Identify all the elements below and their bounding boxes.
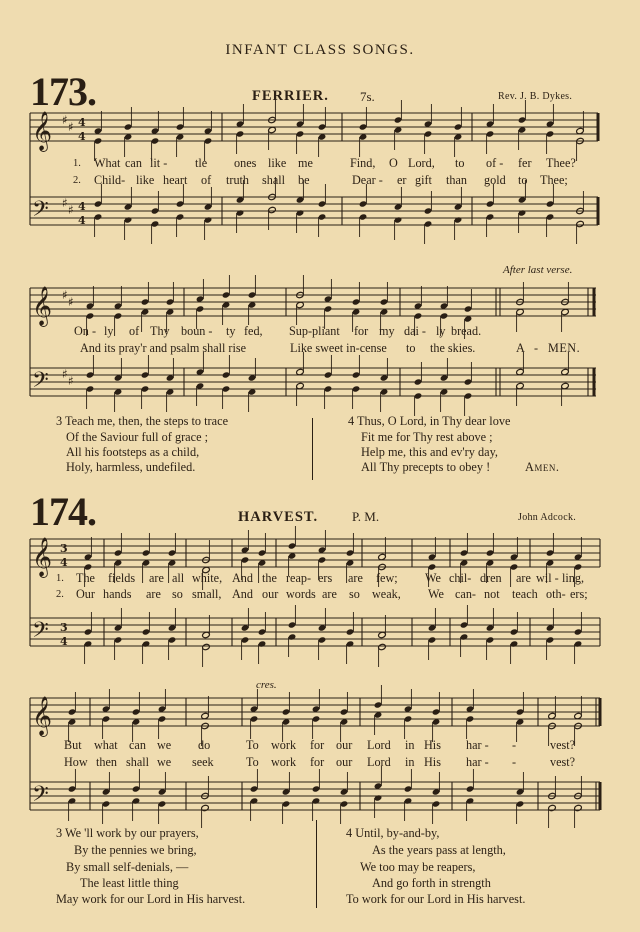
syllable: vest? [550, 738, 576, 752]
syllable: To [246, 738, 259, 752]
syllable: weak, [372, 587, 401, 601]
amen-text: Amen. [525, 460, 560, 474]
syllable: in [405, 755, 415, 769]
syllable: seek [192, 755, 214, 769]
syllable: we [157, 738, 172, 752]
syllable: fields [108, 571, 136, 585]
syllable: the [262, 571, 277, 585]
syllable: On - [74, 324, 97, 338]
syllable: ers [318, 571, 333, 585]
syllable: And its pray'r and psalm shall rise [80, 341, 247, 355]
syllable: can- [455, 587, 476, 601]
syllable: shall [126, 755, 150, 769]
syllable: bread. [451, 324, 482, 338]
syllable: can [125, 156, 142, 170]
syllable: few; [376, 571, 398, 585]
svg-text:4: 4 [60, 556, 68, 569]
syllable: - [534, 341, 539, 355]
syllable: Our [76, 587, 95, 601]
svg-text:♯: ♯ [62, 113, 68, 127]
crescendo-marking: cres. [256, 679, 277, 691]
syllable: work [271, 755, 297, 769]
syllable: hands [103, 587, 132, 601]
syllable: Child- [94, 173, 126, 187]
syllable: MEN. [548, 341, 581, 355]
syllable: work [271, 738, 297, 752]
syllable: vest? [550, 755, 576, 769]
verse-line: All Thy precepts to obey ! [361, 460, 491, 474]
syllable: ling, [562, 571, 585, 585]
syllable: then [96, 755, 117, 769]
syllable: ty [226, 324, 236, 338]
syllable: me [298, 156, 313, 170]
verse-line: 3 Teach me, then, the steps to trace [56, 414, 229, 428]
verse-line: May work for our Lord in His harvest. [56, 892, 246, 906]
syllable: er [397, 173, 407, 187]
syllable: truth [226, 173, 250, 187]
syllable: O [389, 156, 398, 170]
stanza-2-number-174: 2. [56, 589, 64, 600]
syllable: our [262, 587, 279, 601]
svg-text:♯: ♯ [68, 374, 74, 388]
syllable: are [516, 571, 531, 585]
syllable: what [94, 738, 118, 752]
syllable: Thy [150, 324, 170, 338]
meter-174: P. M. [352, 509, 380, 524]
svg-text:𝄢: 𝄢 [32, 782, 49, 812]
syllable: ones [234, 156, 257, 170]
syllable: His [424, 755, 441, 769]
syllable: Lord [367, 738, 391, 752]
meter-173: 7s. [360, 89, 375, 104]
syllable: are [146, 587, 161, 601]
syllable: so [349, 587, 360, 601]
syllable: lit - [150, 156, 168, 170]
syllable: - [512, 738, 517, 752]
svg-text:𝄢: 𝄢 [32, 368, 49, 398]
syllable: gold [484, 173, 506, 187]
verse-line: Holy, harmless, undefiled. [66, 460, 196, 474]
syllable: fer [518, 156, 532, 170]
syllable: We [425, 571, 441, 585]
verse-line: By the pennies we bring, [74, 843, 197, 857]
syllable: tle [195, 156, 208, 170]
syllable: of [201, 173, 212, 187]
lyric-line-174-1-1 [0, 571, 640, 587]
verse-line: As the years pass at length, [372, 843, 506, 857]
syllable: Thee; [540, 173, 568, 187]
syllable: ly [436, 324, 446, 338]
stanza-2-number-173: 2. [73, 175, 81, 186]
syllable: not [484, 587, 500, 601]
svg-text:𝄞: 𝄞 [32, 111, 53, 151]
lyric-line-174-2-1 [0, 738, 640, 754]
svg-text:♯: ♯ [62, 196, 68, 210]
syllable: to [406, 341, 416, 355]
syllable: And [232, 587, 253, 601]
svg-text:𝄞: 𝄞 [32, 286, 53, 326]
svg-text:𝄞: 𝄞 [32, 696, 53, 736]
syllable: heart [163, 173, 188, 187]
syllable: do [198, 738, 211, 752]
syllable: are [149, 571, 164, 585]
syllable: small, [192, 587, 222, 601]
staff-treble-174-2 [30, 696, 600, 737]
syllable: my [379, 324, 395, 338]
syllable: How [64, 755, 88, 769]
syllable: dai - [404, 324, 426, 338]
verse-divider [316, 820, 317, 908]
after-last-verse-direction: After last verse. [503, 264, 573, 276]
syllable: And [232, 571, 253, 585]
composer-173: Rev. J. B. Dykes. [498, 91, 573, 102]
svg-text:4: 4 [78, 214, 86, 227]
svg-text:4: 4 [60, 635, 68, 648]
running-head: INFANT CLASS SONGS. [225, 42, 415, 58]
syllable: Like sweet in-cense [290, 341, 387, 355]
syllable: in [405, 738, 415, 752]
syllable: Find, [350, 156, 376, 170]
svg-text:𝄞: 𝄞 [32, 537, 53, 577]
syllable: To [246, 755, 259, 769]
svg-text:♯: ♯ [62, 288, 68, 302]
syllable: fed, [244, 324, 263, 338]
syllable: wil - [536, 571, 559, 585]
syllable: Sup-pliant [289, 324, 340, 338]
verse-line: To work for our Lord in His harvest. [346, 892, 526, 906]
svg-text:♯: ♯ [62, 367, 68, 381]
syllable: A [516, 341, 526, 355]
syllable: teach [512, 587, 538, 601]
svg-text:3: 3 [60, 542, 68, 555]
verse-line: We too may be reapers, [360, 860, 476, 874]
syllable: dren [480, 571, 502, 585]
syllable: all [172, 571, 185, 585]
syllable: so [172, 587, 183, 601]
syllable: for [310, 738, 325, 752]
syllable: Lord [367, 755, 391, 769]
syllable: our [336, 755, 353, 769]
syllable: ers; [570, 587, 588, 601]
tune-name-ferrier: FERRIER. [252, 88, 329, 104]
syllable: be [298, 173, 310, 187]
verse-line: And go forth in strength [372, 876, 491, 890]
syllable: for [354, 324, 369, 338]
syllable: Lord, [408, 156, 435, 170]
verse-line: Fit me for Thy rest above ; [361, 430, 493, 444]
stanza-1-number-174: 1. [56, 573, 64, 584]
hymn-number-173: 173. [30, 69, 96, 114]
syllable: shall [262, 173, 286, 187]
syllable: har - [466, 738, 489, 752]
syllable: can [129, 738, 146, 752]
lyric-line-174-1-2 [0, 587, 640, 603]
svg-text:4: 4 [78, 200, 86, 213]
syllable: Dear - [352, 173, 383, 187]
lyric-line-174-2-2 [0, 755, 640, 771]
svg-text:♯: ♯ [68, 295, 74, 309]
verse-line: Help me, this and ev'ry day, [361, 445, 498, 459]
verse-line: Of the Saviour full of grace ; [66, 430, 209, 444]
syllable: har - [466, 755, 489, 769]
svg-text:3: 3 [60, 621, 68, 634]
syllable: for [310, 755, 325, 769]
syllable: we [157, 755, 172, 769]
syllable: - [512, 755, 517, 769]
syllable: are [322, 587, 337, 601]
svg-text:♯: ♯ [68, 203, 74, 217]
syllable: than [446, 173, 467, 187]
verse-line: All his footsteps as a child, [66, 445, 200, 459]
hymn-number-174: 174. [30, 489, 96, 534]
svg-text:𝄢: 𝄢 [32, 197, 49, 227]
verse-line: 3 We 'll work by our prayers, [56, 826, 199, 840]
syllable: are [348, 571, 363, 585]
syllable: The [76, 571, 95, 585]
svg-text:𝄢: 𝄢 [32, 618, 49, 648]
verse-line: By small self-denials, — [66, 860, 189, 874]
syllable: boun - [181, 324, 213, 338]
syllable: to [518, 173, 528, 187]
syllable: What [94, 156, 121, 170]
syllable: We [428, 587, 444, 601]
tune-name-harvest: HARVEST. [238, 509, 319, 525]
syllable: of [129, 324, 140, 338]
syllable: Thee? [546, 156, 576, 170]
syllable: words [286, 587, 316, 601]
syllable: His [424, 738, 441, 752]
verse-line: 4 Until, by-and-by, [346, 826, 440, 840]
syllable: gift [415, 173, 432, 187]
svg-text:♯: ♯ [68, 120, 74, 134]
svg-text:4: 4 [78, 116, 86, 129]
syllable: ly [104, 324, 114, 338]
syllable: oth- [546, 587, 566, 601]
verse-line: The least little thing [80, 876, 179, 890]
composer-174: John Adcock. [518, 512, 577, 523]
syllable: reap- [286, 571, 312, 585]
syllable: to [455, 156, 465, 170]
syllable: chil- [449, 571, 472, 585]
syllable: But [64, 738, 82, 752]
syllable: white, [192, 571, 223, 585]
syllable: like [268, 156, 287, 170]
syllable: the skies. [430, 341, 476, 355]
svg-text:4: 4 [78, 130, 86, 143]
syllable: our [336, 738, 353, 752]
verse-line: 4 Thus, O Lord, in Thy dear love [348, 414, 511, 428]
stanza-1-number-173: 1. [73, 158, 81, 169]
syllable: of - [486, 156, 504, 170]
syllable: like [136, 173, 155, 187]
